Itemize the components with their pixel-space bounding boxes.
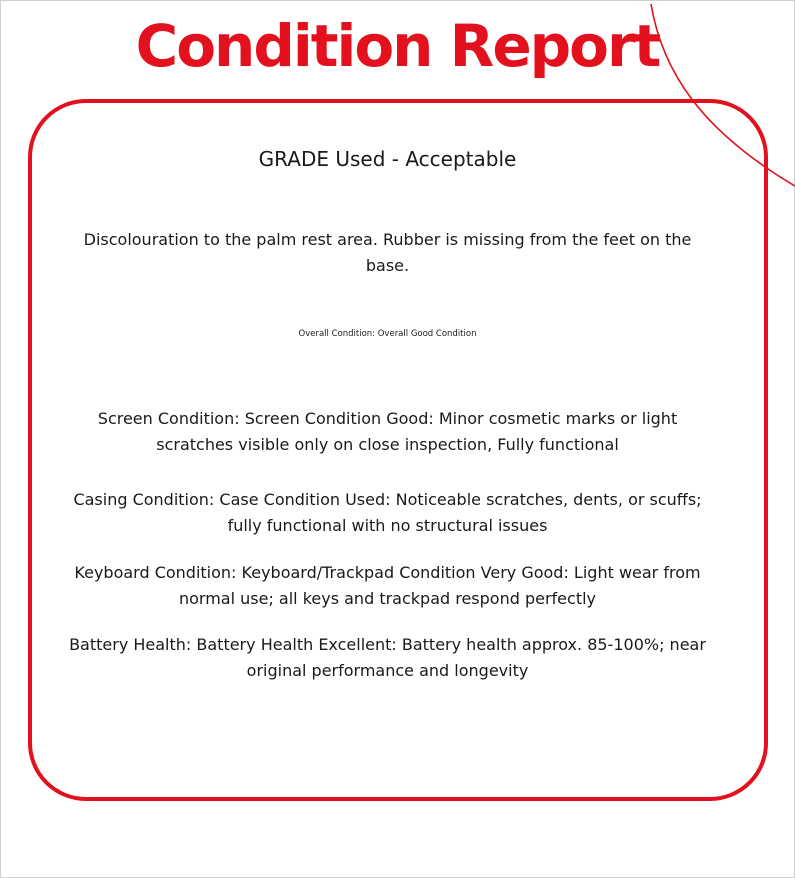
- overall-condition: Overall Condition: Overall Good Condition: [298, 329, 477, 339]
- battery-health: Battery Health: Battery Health Excellent: Battery health approx. 85-100%; near original performance and longevity: [69, 635, 706, 680]
- keyboard-condition: Keyboard Condition: Keyboard/Trackpad Condition Very Good: Light wear from normal use; all keys and trackpad respond perfectly: [74, 563, 701, 608]
- condition-description: Discolouration to the palm rest area. Rubber is missing from the feet on the base.: [83, 230, 692, 275]
- grade-label: GRADE Used - Acceptable: [258, 147, 517, 171]
- report-title: Condition Report: [135, 12, 660, 80]
- screen-condition: Screen Condition: Screen Condition Good: Minor cosmetic marks or light scratches visible only on close inspection, Fully functional: [97, 409, 678, 454]
- casing-condition: Casing Condition: Case Condition Used: Noticeable scratches, dents, or scuffs; fully functional with no structural issues: [73, 490, 702, 535]
